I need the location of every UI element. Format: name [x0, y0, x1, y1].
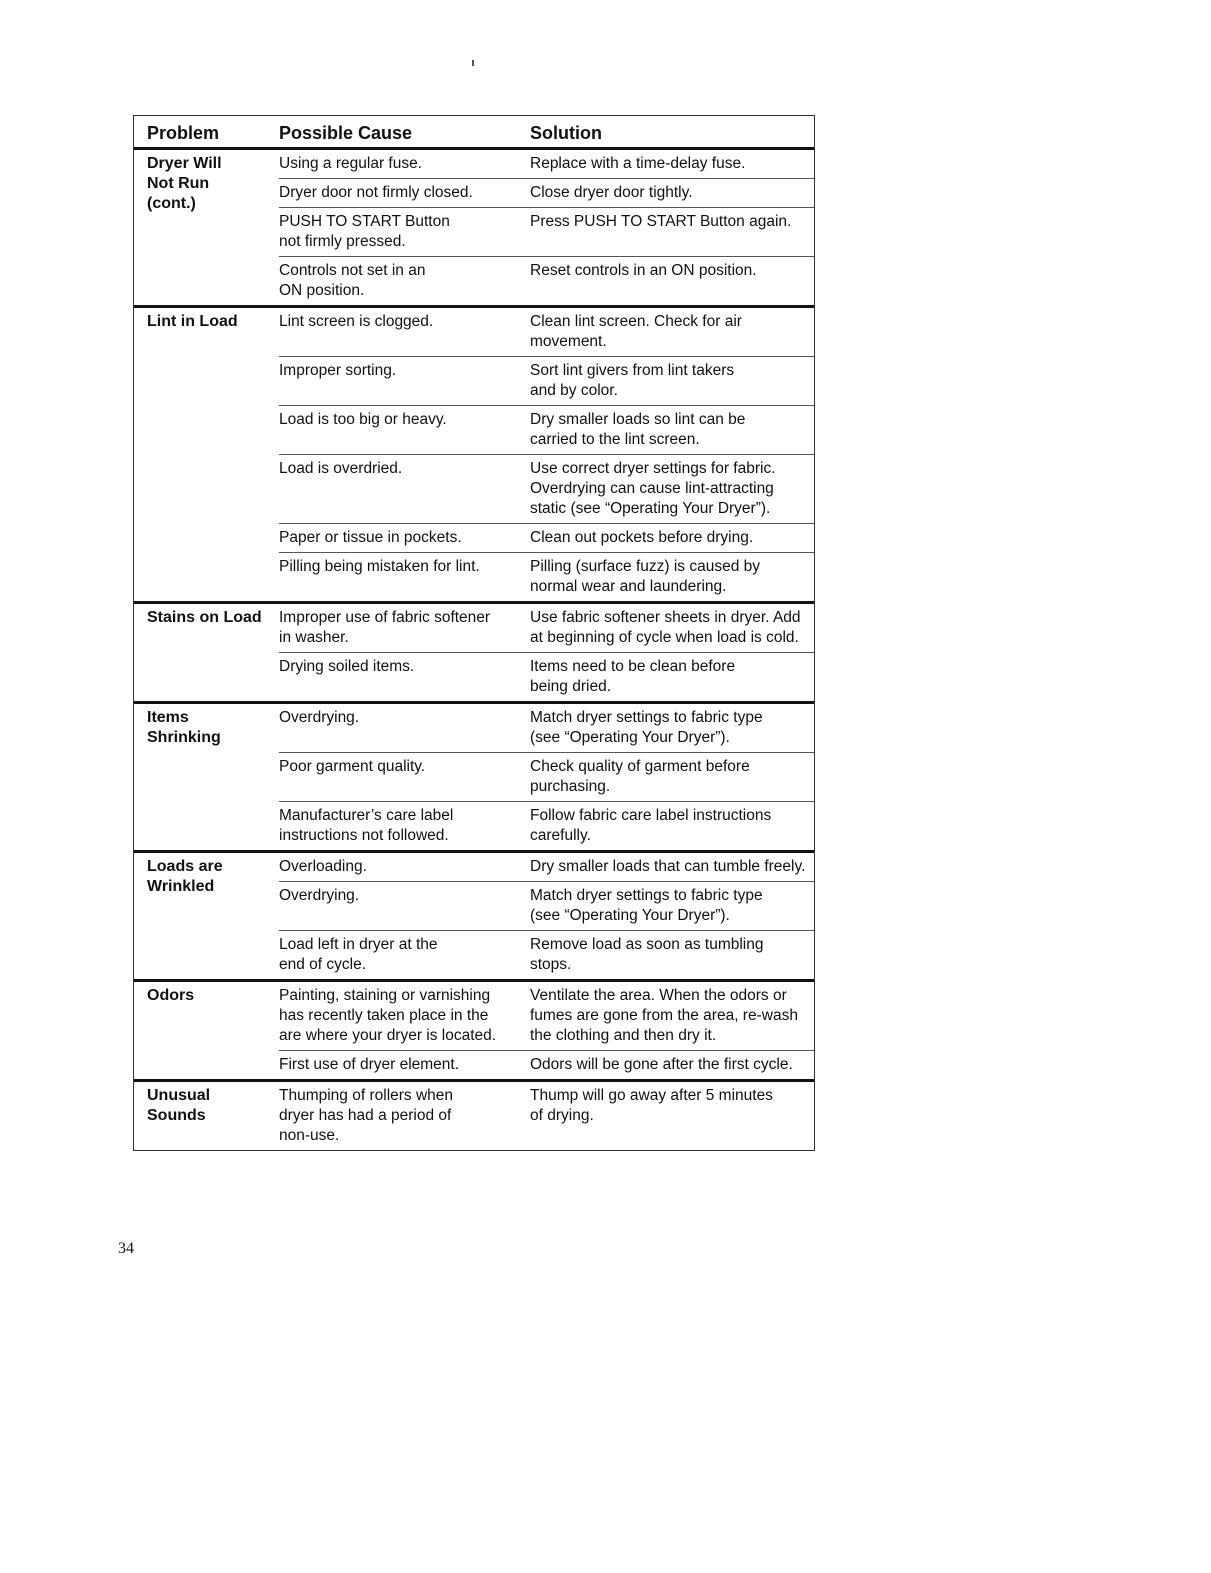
cause-cell: Poor garment quality. [279, 758, 426, 775]
cause-cell: Lint screen is clogged. [279, 313, 434, 330]
table-row [279, 931, 814, 979]
header-solution: Solution [530, 123, 602, 143]
solution-cell: Sort lint givers from lint takers and by color. [530, 362, 735, 399]
cause-cell: Load left in dryer at the end of cycle. [279, 936, 438, 973]
solution-cell: Thump will go away after 5 minutes of drying. [530, 1087, 773, 1124]
solution-cell: Dry smaller loads so lint can be carried to the lint screen. [530, 411, 746, 448]
table-row [279, 853, 814, 882]
table-row [279, 1051, 814, 1079]
cause-cell: Overdrying. [279, 709, 360, 726]
table-row [279, 802, 814, 850]
table-row [279, 179, 814, 208]
problem-group [134, 1082, 814, 1150]
problem-group [134, 853, 814, 982]
table-row [279, 753, 814, 802]
table-row [279, 982, 814, 1051]
problem-group [134, 308, 814, 604]
solution-cell: Match dryer settings to fabric type (see “Operating Your Dryer”). [530, 887, 763, 924]
cause-cell: Manufacturer’s care label instructions not followed. [279, 807, 454, 844]
cause-solution-list [279, 704, 814, 850]
table-body [134, 150, 814, 1150]
table-row [279, 653, 814, 701]
problem-group [134, 150, 814, 308]
header-cause: Possible Cause [279, 123, 413, 143]
header-problem: Problem [147, 123, 220, 143]
cause-cell: Thumping of rollers when dryer has had a period of non-use. [279, 1087, 454, 1144]
problem-label: Items Shrinking [147, 709, 221, 746]
solution-cell: Clean lint screen. Check for air movement. [530, 313, 742, 350]
cause-cell: Using a regular fuse. [279, 155, 423, 172]
table-row [279, 604, 814, 653]
solution-cell: Clean out pockets before drying. [530, 529, 754, 546]
table-row [279, 524, 814, 553]
cause-solution-list [279, 1082, 814, 1150]
problem-label: Odors [147, 987, 195, 1004]
cause-cell: Overdrying. [279, 887, 360, 904]
solution-cell: Use correct dryer settings for fabric. Overdrying can cause lint-attracting static (see “Operating Your Dryer”). [530, 460, 776, 517]
cause-cell: PUSH TO START Button not firmly pressed. [279, 213, 450, 250]
cause-solution-list [279, 604, 814, 701]
solution-cell: Press PUSH TO START Button again. [530, 213, 792, 230]
solution-cell: Check quality of garment before purchasing. [530, 758, 750, 795]
problem-label: Unusual Sounds [147, 1087, 211, 1124]
troubleshooting-table [133, 115, 815, 1151]
problem-label: Loads are Wrinkled [147, 858, 223, 895]
table-row [279, 1082, 814, 1150]
solution-cell: Replace with a time-delay fuse. [530, 155, 746, 172]
cause-cell: Pilling being mistaken for lint. [279, 558, 480, 575]
cause-solution-list [279, 308, 814, 601]
problem-label: Lint in Load [147, 313, 238, 330]
problem-label: Dryer Will Not Run (cont.) [147, 155, 222, 212]
table-row [279, 455, 814, 524]
table-row [279, 308, 814, 357]
table-row [279, 257, 814, 305]
cause-cell: Improper sorting. [279, 362, 397, 379]
table-row [279, 208, 814, 257]
table-row [279, 704, 814, 753]
cause-cell: Painting, staining or varnishing has recently taken place in the are where your dryer is located. [279, 987, 497, 1044]
problem-group [134, 982, 814, 1082]
problem-group [134, 604, 814, 704]
cause-cell: Improper use of fabric softener in washer. [279, 609, 491, 646]
cause-cell: Paper or tissue in pockets. [279, 529, 462, 546]
solution-cell: Pilling (surface fuzz) is caused by normal wear and laundering. [530, 558, 761, 595]
problem-label: Stains on Load [147, 609, 262, 626]
solution-cell: Odors will be gone after the first cycle. [530, 1056, 793, 1073]
solution-cell: Dry smaller loads that can tumble freely. [530, 858, 806, 875]
problem-group [134, 704, 814, 853]
cause-cell: Load is too big or heavy. [279, 411, 447, 428]
solution-cell: Use fabric softener sheets in dryer. Add at beginning of cycle when load is cold. [530, 609, 801, 646]
cause-cell: Overloading. [279, 858, 367, 875]
solution-cell: Close dryer door tightly. [530, 184, 693, 201]
solution-cell: Ventilate the area. When the odors or fumes are gone from the area, re-wash the clothing and then dry it. [530, 987, 798, 1044]
table-row [279, 553, 814, 601]
cause-solution-list [279, 853, 814, 979]
solution-cell: Remove load as soon as tumbling stops. [530, 936, 764, 973]
page-number: 34 [118, 1240, 134, 1257]
scan-mark [472, 60, 474, 66]
cause-cell: First use of dryer element. [279, 1056, 460, 1073]
cause-cell: Load is overdried. [279, 460, 403, 477]
table-row [279, 406, 814, 455]
cause-cell: Dryer door not firmly closed. [279, 184, 473, 201]
cause-cell: Drying soiled items. [279, 658, 415, 675]
table-row [279, 882, 814, 931]
cause-cell: Controls not set in an ON position. [279, 262, 426, 299]
cause-solution-list [279, 982, 814, 1079]
table-row [279, 357, 814, 406]
solution-cell: Match dryer settings to fabric type (see “Operating Your Dryer”). [530, 709, 763, 746]
table-header [134, 116, 814, 150]
cause-solution-list [279, 150, 814, 305]
solution-cell: Reset controls in an ON position. [530, 262, 757, 279]
table-row [279, 150, 814, 179]
solution-cell: Items need to be clean before being dried. [530, 658, 736, 695]
solution-cell: Follow fabric care label instructions carefully. [530, 807, 772, 844]
